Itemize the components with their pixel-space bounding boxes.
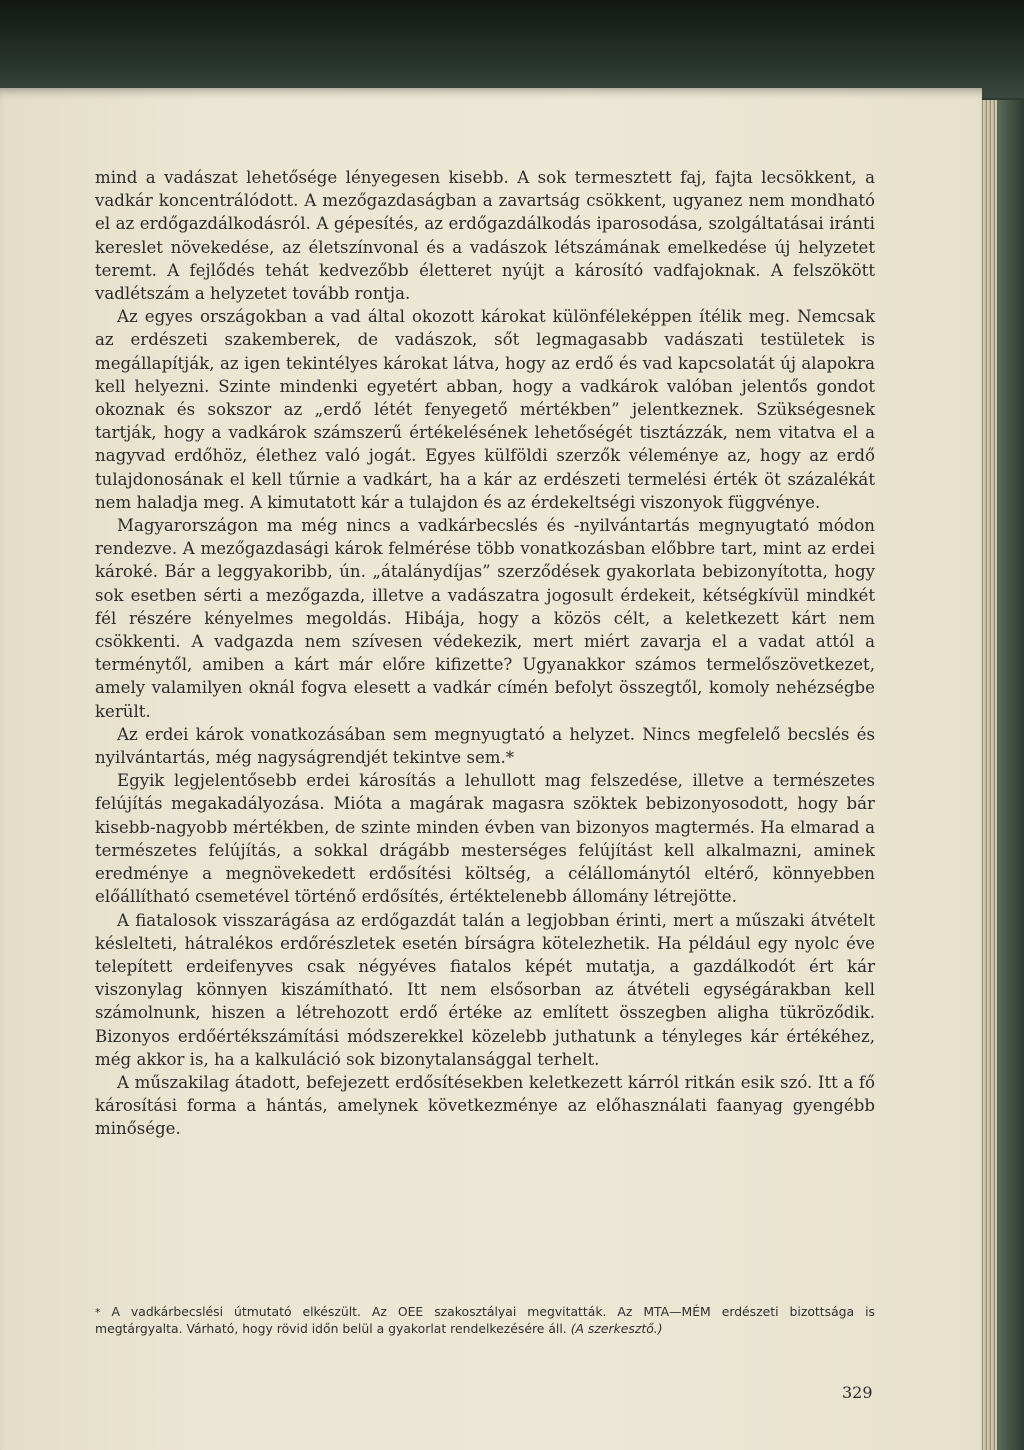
- footnote-mark: *: [95, 1306, 101, 1319]
- book-page-edges: [975, 100, 1024, 1450]
- paragraph: Az erdei károk vonatkozásában sem megnyugtató a helyzet. Nincs megfelelő becslés és nyilvántartás, még nagyságrendjét tekintve sem.*: [95, 724, 875, 768]
- scan-background-top: [0, 0, 1024, 98]
- paragraph: mind a vadászat lehetősége lényegesen kisebb. A sok termesztett faj, fajta lecsökkent, a vadkár koncentrálódott. A mezőgazdaságban a zavartság csökkent, ugyanez nem mondható el az erdőgazdálkodásról. A gépesítés, az erdőgazdálkodás iparosodása, szolgáltatásai iránti kereslet növekedése, az életszínvonal és a vadászok létszámának emelkedése új helyzetet teremt. A fejlődés tehát kedvezőbb életteret nyújt a károsító vadfajoknak. A felszökött vadlétszám a helyzetet tovább rontja.: [95, 168, 875, 304]
- paragraph: Magyarországon ma még nincs a vadkárbecslés és -nyilvántartás megnyugtató módon rendezve. A mezőgazdasági károk felmérése több vonatkozásban előbbre tart, mint az erdei károké. Bár a leggyakoribb, ún. „átalánydíjas” szerződések gyakorlata bebizonyította, hogy sok esetben sérti a mezőgazda, illetve a vadászatra jogosult érdekeit, kétségkívül mindkét fél részére kényelmes megoldás. Hibája, hogy a közös célt, a keletkezett kárt nem csökkenti. A vadgazda nem szívesen védekezik, mert miért zavarja el a vadat attól a terménytől, amiben a kárt már előre kifizette? Ugyanakkor számos termelőszövetkezet, amely valamilyen oknál fogva elesett a vadkár címén befolyt összegtől, komoly nehézségbe került.: [95, 516, 875, 721]
- paragraph: A fiatalosok visszarágása az erdőgazdát talán a legjobban érinti, mert a műszaki átvételt késlelteti, hátralékos erdőrészletek esetén bírságra kötelezhetik. Ha például egy nyolc éve telepített erdeifenyves csak négyéves fiatalos képét mutatja, a gazdálkodót ért kár viszonylag könnyen kiszámítható. Itt nem elsősorban az átvételi egységárakban kell számolnunk, hiszen a létrehozott erdő értéke az említett összegben aligha tükröződik. Bizonyos erdőértékszámítási módszerekkel közelebb juthatunk a tényleges kár értékéhez, még akkor is, ha a kalkuláció sok bizonytalansággal terhelt.: [95, 910, 875, 1069]
- footnote-text: A vadkárbecslési útmutató elkészült. Az OEE szakosztályai megvitatták. Az MTA—MÉM erdészeti bizottsága is megtárgyalta. Várható, hogy rövid időn belül a gyakorlat rendelkezésére áll.: [95, 1304, 875, 1336]
- paragraph: Az egyes országokban a vad által okozott károkat különféleképpen ítélik meg. Nemcsak az erdészeti szakemberek, de vadászok, sőt legmagasabb vadászati testületek is megállapítják, az igen tekintélyes károkat látva, hogy az erdő és vad kapcsolatát új alapokra kell helyezni. Szinte mindenki egyetért abban, hogy a vadkárok valóban jelentős gondot okoznak és sokszor az „erdő létét fenyegető mértékben” jelentkeznek. Szükségesnek tartják, hogy a vadkárok számszerű értékelésének lehetőségét tisztázzák, nem vitatva el a nagyvad erdőhöz, élethez való jogát. Egyes külföldi szerzők véleménye az, hogy az erdő tulajdonosának el kell tűrnie a vadkárt, ha a kár az erdészeti termelési érték öt százalékát nem haladja meg. A kimutatott kár a tulajdon és az érdekeltségi viszonyok függvénye.: [95, 307, 875, 512]
- paragraph: A műszakilag átadott, befejezett erdősítésekben keletkezett kárról ritkán esik szó. Itt a fő károsítási forma a hántás, amelynek következménye az előhasználati faanyag gyengébb minősége.: [95, 1072, 875, 1139]
- paragraph: Egyik legjelentősebb erdei károsítás a lehullott mag felszedése, illetve a természetes felújítás megakadályozása. Mióta a magárak magasra szöktek bebizonyosodott, hogy bár kisebb-nagyobb mértékben, de szinte minden évben van bizonyos magtermés. Ha elmarad a természetes felújítás, a sokkal drágább mesterséges felújítást kell alkalmazni, aminek eredménye a megnövekedett erdősítési költség, a célállománytól eltérő, könnyebben előállítható csemetével történő erdősítés, értéktelenebb állomány létrejötte.: [95, 771, 875, 907]
- footnote: [95, 1304, 875, 1336]
- body-text: [95, 166, 875, 1141]
- page-number: 329: [842, 1383, 873, 1402]
- footnote-signature: (A szerkesztő.): [570, 1320, 663, 1336]
